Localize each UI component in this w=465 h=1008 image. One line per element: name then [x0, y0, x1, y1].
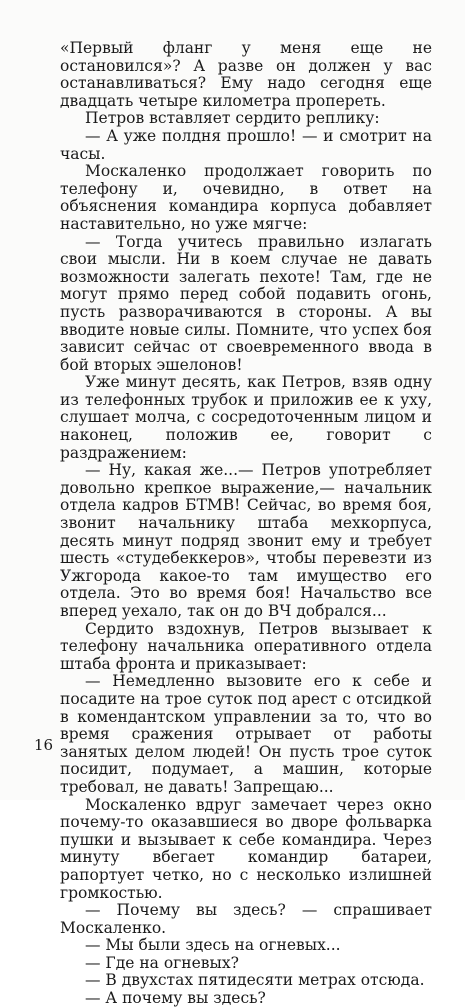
page-text	[60, 40, 432, 1008]
paragraph-4: Москаленко продолжает говорить по телефону и, очевидно, в ответ на объяснения командира корпуса добавляет наставительно, но уже мягче:	[60, 162, 432, 233]
paragraph-11: — Почему вы здесь? — спрашивает Москаленко.	[60, 901, 432, 937]
paragraph-14: — В двухстах пятидесяти метрах отсюда.	[85, 971, 425, 990]
paragraph-2: Петров вставляет сердито реплику:	[85, 109, 380, 128]
paragraph-1: «Первый фланг у меня еще не остановился»? А разве он должен у вас останавливаться? Ему надо сегодня еще двадцать четыре километра пропереть.	[60, 39, 432, 110]
paragraph-15: — А почему вы здесь?	[85, 989, 266, 1008]
paragraph-8: Сердито вздохнув, Петров вызывает к телефону начальника оперативного отдела штаба фронта и приказывает:	[60, 619, 432, 673]
paragraph-10: Москаленко вдруг замечает через окно почему-то оказавшиеся во дворе фольварка пушки и вызывает к себе командира. Через минуту вбегает командир батареи, рапортует четко, но с несколько излишней громкостью.	[60, 795, 432, 902]
paragraph-12: — Мы были здесь на огневых...	[85, 936, 341, 955]
page-number: 16	[34, 736, 54, 754]
paragraph-13: — Где на огневых?	[85, 953, 239, 972]
paragraph-6: Уже минут десять, как Петров, взяв одну из телефонных трубок и приложив ее к уху, слушает молча, с сосредоточенным лицом и наконец, положив ее, говорит с раздражением:	[60, 373, 432, 462]
paragraph-9: — Немедленно вызовите его к себе и посадите на трое суток под арест с отсидкой в комендантском управлении за то, что во время сражения отрывает от работы занятых делом людей! Он пусть трое суток посидит, подумает, а машин, которые требовал, не давать! Запрещаю...	[60, 672, 432, 796]
paragraph-5: — Тогда учитесь правильно излагать свои мысли. Ни в коем случае не давать возможности залегать пехоте! Там, где не могут прямо перед собой подавить огонь, пусть разворачиваются в стороны. А вы вводите новые силы. Помните, что успех боя зависит сейчас от своевременного ввода в бой вторых эшелонов!	[60, 232, 432, 374]
paragraph-3: — А уже полдня прошло! — и смотрит на часы.	[60, 126, 432, 163]
paragraph-7: — Ну, какая же...— Петров употребляет довольно крепкое выражение,— начальник отдела кадров БТМВ! Сейчас, во время боя, звонит начальнику штаба мехкорпуса, десять минут подряд звонит ему и требует шесть «студебеккеров», чтобы перевезти из Ужгорода какое-то там имущество его отдела. Это во время боя! Начальство все вперед уехало, так он до ВЧ добрался...	[60, 461, 432, 620]
